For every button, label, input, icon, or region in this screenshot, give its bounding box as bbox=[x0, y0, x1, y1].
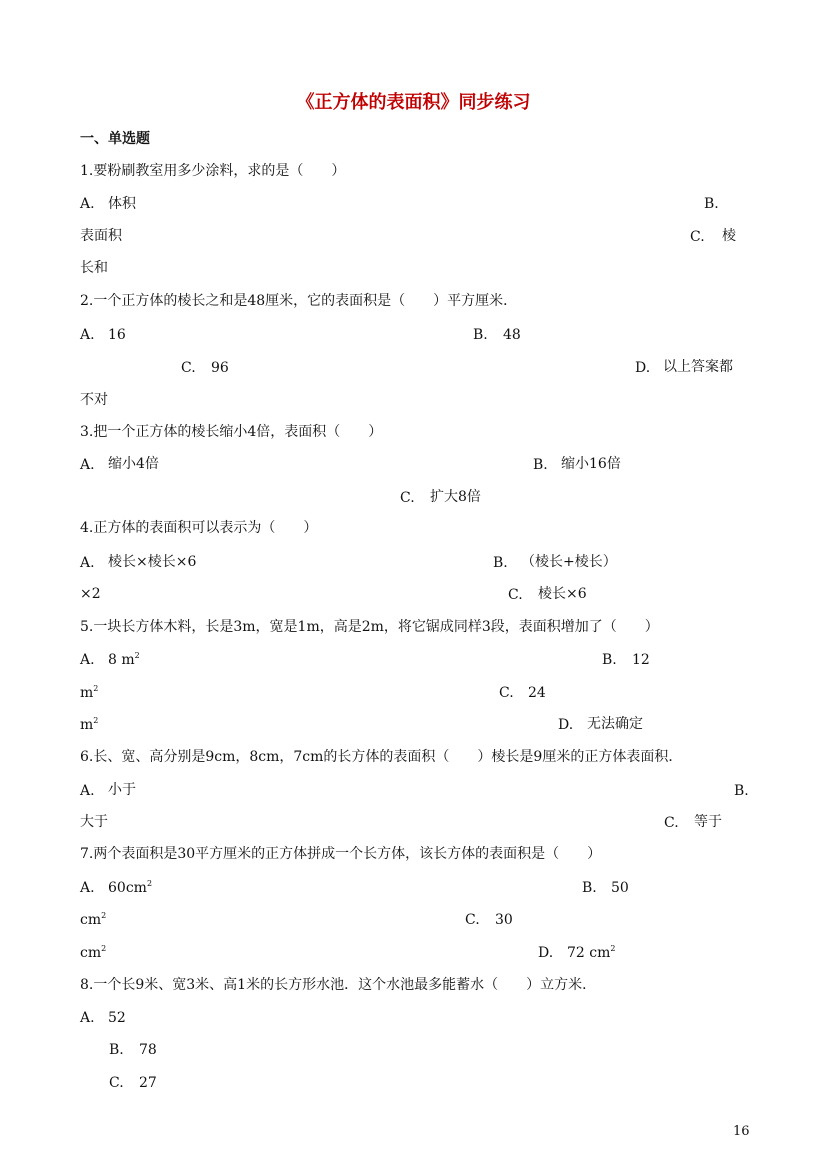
q8-option-a-letter: A. bbox=[80, 1010, 95, 1026]
page-number: 16 bbox=[733, 1124, 750, 1139]
q7-option-c-exponent: 2 bbox=[101, 944, 107, 953]
q4-option-c-text: 棱长×6 bbox=[538, 586, 587, 602]
page-title: 《正方体的表面积》同步练习 bbox=[296, 92, 531, 113]
q2-option-a-text: 16 bbox=[108, 327, 126, 343]
question-5-stem: 5.一块长方体木料，长是3m，宽是1m，高是2m，将它锯成同样3段，表面积增加了（ ） bbox=[80, 619, 659, 635]
q3-option-c-text: 扩大8倍 bbox=[430, 489, 481, 505]
q1-option-b-letter: B. bbox=[704, 196, 719, 212]
q4-option-c-letter: C. bbox=[508, 587, 523, 603]
q4-option-a-letter: A. bbox=[80, 555, 95, 571]
q3-option-a-letter: A. bbox=[80, 457, 95, 473]
q7-option-d-value bbox=[567, 944, 615, 962]
q2-option-b-text: 48 bbox=[503, 327, 521, 343]
q7-option-c-unit-text: cm bbox=[80, 945, 102, 961]
question-6-stem: 6.长、宽、高分别是9cm，8cm，7cm的长方体的表面积（ ）棱长是9厘米的正方体表面积． bbox=[80, 749, 683, 765]
q4-option-b-text-1: （棱长+棱长） bbox=[521, 554, 617, 570]
q1-option-c-letter: C. bbox=[690, 229, 705, 245]
q3-option-b-letter: B. bbox=[533, 457, 548, 473]
q8-option-b-letter: B. bbox=[109, 1042, 124, 1058]
q2-option-a-letter: A. bbox=[80, 327, 95, 343]
q1-option-c-text-1: 棱 bbox=[722, 228, 736, 244]
q6-option-c-text: 等于 bbox=[694, 814, 722, 830]
q5-option-d-letter: D. bbox=[558, 717, 574, 733]
q5-option-b-unit-text: m bbox=[80, 685, 94, 701]
q7-option-d-text: 72 cm bbox=[567, 945, 611, 961]
q8-option-c-letter: C. bbox=[109, 1075, 124, 1091]
q2-option-d-text-2: 不对 bbox=[80, 392, 108, 408]
q4-option-b-text-2: ×2 bbox=[80, 586, 101, 602]
question-2-stem: 2.一个正方体的棱长之和是48厘米，它的表面积是（ ）平方厘米． bbox=[80, 293, 518, 309]
q7-option-b-text: 50 bbox=[611, 880, 629, 896]
q5-option-c-unit-text: m bbox=[80, 717, 94, 733]
q1-option-a-text: 体积 bbox=[108, 196, 136, 212]
q4-option-b-letter: B. bbox=[493, 555, 508, 571]
q5-option-c-exponent: 2 bbox=[93, 716, 99, 725]
q7-option-c-letter: C. bbox=[465, 912, 480, 928]
q7-option-b-letter: B. bbox=[582, 880, 597, 896]
q1-option-a-letter: A. bbox=[80, 196, 95, 212]
q5-option-c-text: 24 bbox=[528, 685, 546, 701]
q4-option-a-text: 棱长×棱长×6 bbox=[108, 554, 197, 570]
question-8-stem: 8.一个长9米、宽3米、高1米的长方形水池．这个水池最多能蓄水（ ）立方米． bbox=[80, 977, 597, 993]
q8-option-b-text: 78 bbox=[139, 1042, 157, 1058]
question-4-stem: 4.正方体的表面积可以表示为（ ） bbox=[80, 520, 318, 536]
q6-option-a-letter: A. bbox=[80, 783, 95, 799]
q6-option-a-text: 小于 bbox=[108, 782, 136, 798]
q5-option-d-text: 无法确定 bbox=[587, 716, 643, 732]
q5-option-b-exponent: 2 bbox=[93, 684, 99, 693]
q6-option-c-letter: C. bbox=[664, 815, 679, 831]
q5-option-a-letter: A. bbox=[80, 652, 95, 668]
q6-option-b-letter: B. bbox=[734, 783, 749, 799]
q5-option-c-letter: C. bbox=[499, 685, 514, 701]
question-7-stem: 7.两个表面积是30平方厘米的正方体拼成一个长方体，该长方体的表面积是（ ） bbox=[80, 846, 602, 862]
q7-option-d-letter: D. bbox=[538, 945, 554, 961]
q5-option-a-exponent: 2 bbox=[134, 651, 140, 660]
q6-option-b-text: 大于 bbox=[80, 814, 108, 830]
q7-option-a-letter: A. bbox=[80, 880, 95, 896]
q2-option-c-letter: C. bbox=[181, 360, 196, 376]
q8-option-c-text: 27 bbox=[139, 1075, 157, 1091]
q1-option-b-text: 表面积 bbox=[80, 228, 122, 244]
q7-option-b-exponent: 2 bbox=[101, 911, 107, 920]
q5-option-b-letter: B. bbox=[602, 652, 617, 668]
q2-option-d-letter: D. bbox=[635, 360, 651, 376]
q7-option-c-text: 30 bbox=[495, 912, 513, 928]
q7-option-b-unit-text: cm bbox=[80, 912, 102, 928]
q7-option-d-exponent: 2 bbox=[610, 944, 616, 953]
q5-option-b-text: 12 bbox=[632, 652, 650, 668]
q5-option-a-value bbox=[108, 651, 140, 669]
q7-option-b-unit bbox=[80, 911, 106, 929]
q7-option-a-text: 60cm bbox=[108, 880, 147, 896]
q7-option-c-unit bbox=[80, 944, 106, 962]
q3-option-c-letter: C. bbox=[400, 490, 415, 506]
q8-option-a-text: 52 bbox=[108, 1010, 126, 1026]
q2-option-c-text: 96 bbox=[211, 360, 229, 376]
question-1-stem: 1.要粉刷教室用多少涂料，求的是（ ） bbox=[80, 163, 346, 179]
q2-option-b-letter: B. bbox=[473, 327, 488, 343]
section-heading: 一、单选题 bbox=[80, 131, 150, 147]
q3-option-b-text: 缩小16倍 bbox=[561, 456, 621, 472]
q2-option-d-text-1: 以上答案都 bbox=[663, 359, 733, 375]
q5-option-a-text: 8 m bbox=[108, 652, 135, 668]
question-3-stem: 3.把一个正方体的棱长缩小4倍，表面积（ ） bbox=[80, 424, 383, 440]
q5-option-b-unit bbox=[80, 684, 98, 702]
q7-option-a-value bbox=[108, 879, 152, 897]
q3-option-a-text: 缩小4倍 bbox=[108, 456, 159, 472]
q1-option-c-text-2: 长和 bbox=[80, 260, 108, 276]
q5-option-c-unit bbox=[80, 716, 98, 734]
q7-option-a-exponent: 2 bbox=[146, 879, 153, 888]
